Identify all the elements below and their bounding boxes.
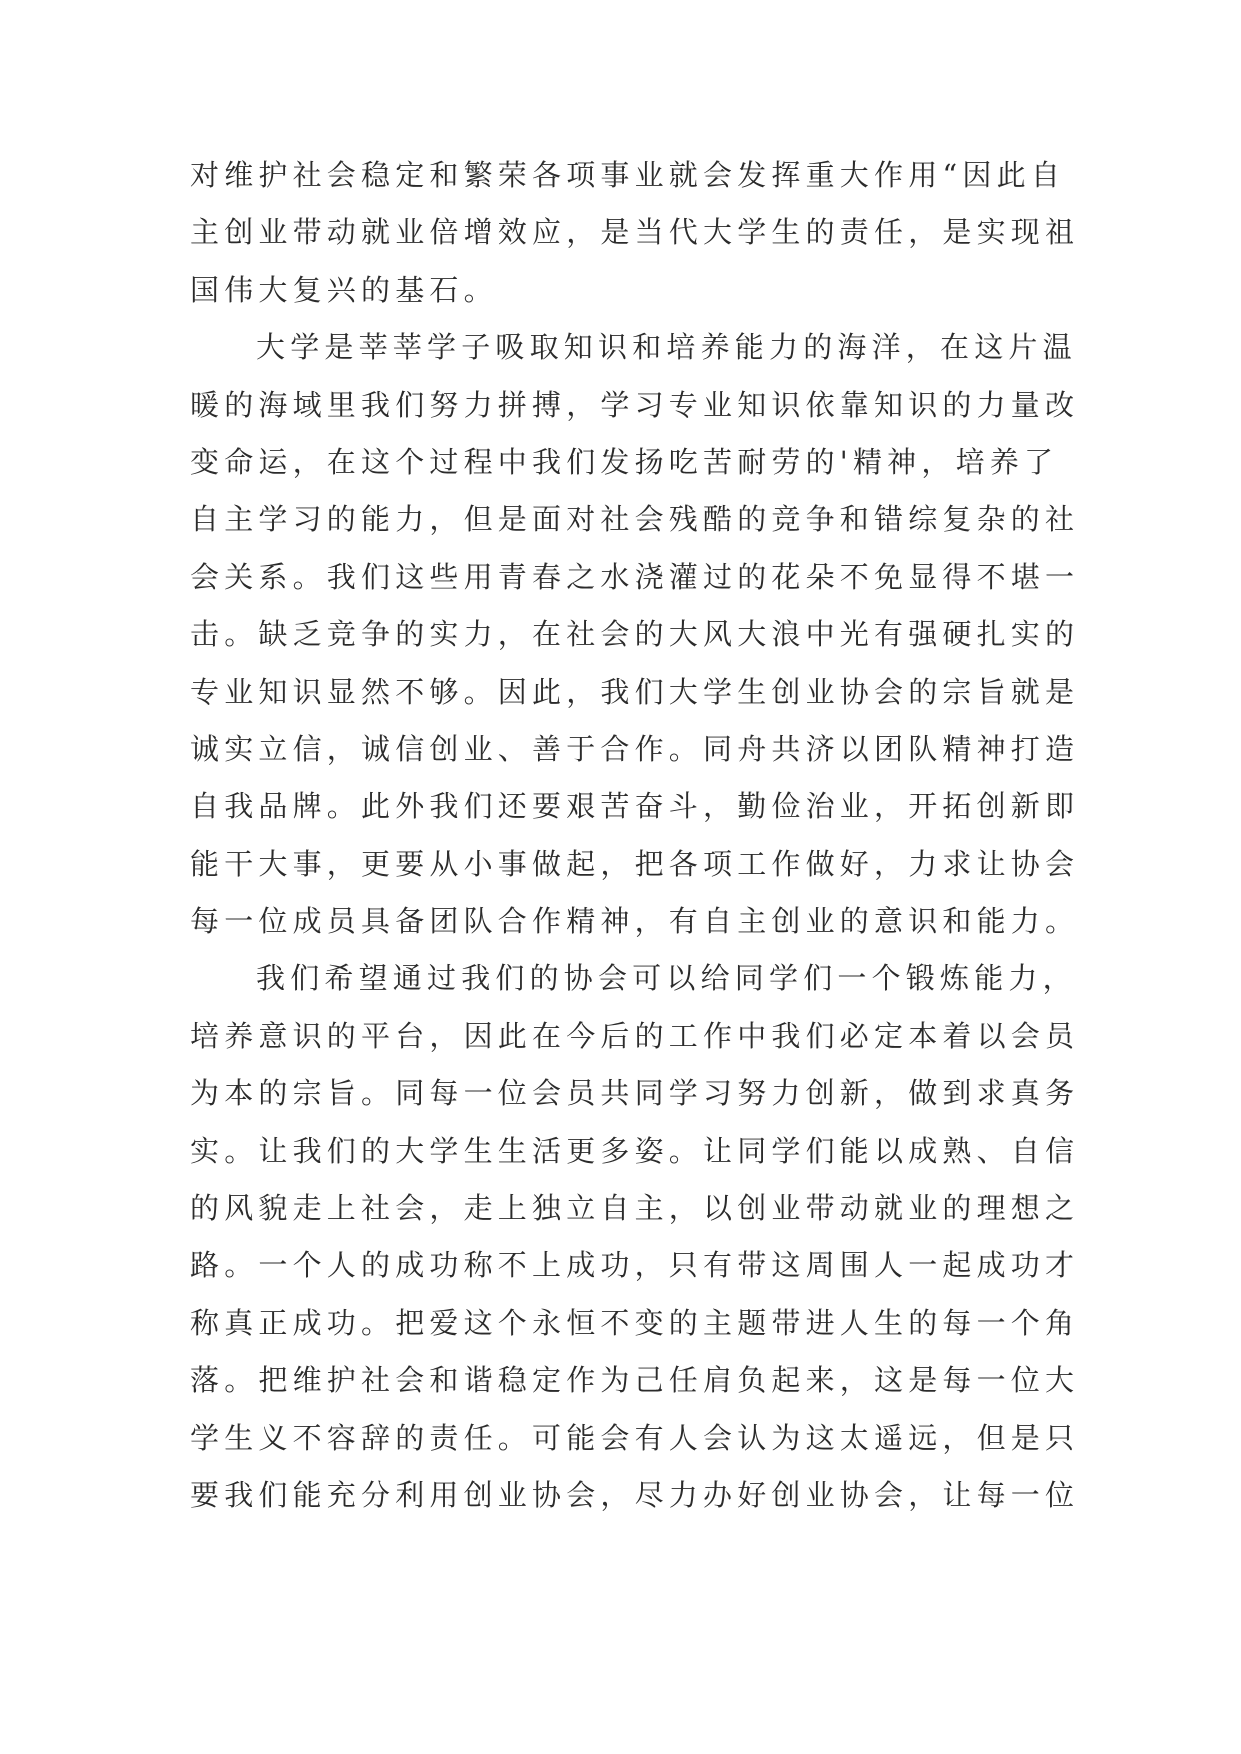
text-line: 要我们能充分利用创业协会，尽力办好创业协会，让每一位 [190,1477,1080,1512]
text-line: 为本的宗旨。同每一位会员共同学习努力创新，做到求真务 [190,1076,1080,1111]
text-line: 每一位成员具备团队合作精神，有自主创业的意识和能力。 [190,904,1080,939]
text-line: 主创业带动就业倍增效应，是当代大学生的责任，是实现祖 [190,215,1080,250]
text-line: 暖的海域里我们努力拼搏，学习专业知识依靠知识的力量改 [190,387,1080,422]
text-line: 专业知识显然不够。因此，我们大学生创业协会的宗旨就是 [190,674,1080,709]
text-line: 国伟大复兴的基石。 [190,272,498,307]
text-line: 称真正成功。把爱这个永恒不变的主题带进人生的每一个角 [190,1305,1080,1340]
paragraph-start-line: 我们希望通过我们的协会可以给同学们一个锻炼能力， [256,961,1077,996]
text-line: 落。把维护社会和谐稳定作为己任肩负起来，这是每一位大 [190,1363,1080,1398]
text-line: 的风貌走上社会，走上独立自主，以创业带动就业的理想之 [190,1191,1080,1226]
text-line: 实。让我们的大学生生活更多姿。让同学们能以成熟、自信 [190,1133,1080,1168]
text-line: 诚实立信，诚信创业、善于合作。同舟共济以团队精神打造 [190,731,1080,766]
text-line: 对维护社会稳定和繁荣各项事业就会发挥重大作用“因此自 [190,158,1066,192]
text-line: 会关系。我们这些用青春之水浇灌过的花朵不免显得不堪一 [190,559,1080,594]
text-line: 培养意识的平台，因此在今后的工作中我们必定本着以会员 [190,1018,1080,1053]
text-line: 能干大事，更要从小事做起，把各项工作做好，力求让协会 [190,846,1080,881]
text-line: 学生义不容辞的责任。可能会有人会认为这太遥远，但是只 [190,1420,1080,1455]
document-body [190,147,1080,1524]
paragraph-start-line: 大学是莘莘学子吸取知识和培养能力的海洋，在这片温 [256,330,1077,365]
text-line: 变命运，在这个过程中我们发扬吃苦耐劳的'精神，培养了 [190,444,1059,479]
text-line: 击。缺乏竞争的实力，在社会的大风大浪中光有强硬扎实的 [190,617,1080,652]
text-line: 自我品牌。此外我们还要艰苦奋斗，勤俭治业，开拓创新即 [190,789,1080,824]
text-line: 路。一个人的成功称不上成功，只有带这周围人一起成功才 [190,1248,1080,1283]
text-line: 自主学习的能力，但是面对社会残酷的竞争和错综复杂的社 [190,502,1080,537]
